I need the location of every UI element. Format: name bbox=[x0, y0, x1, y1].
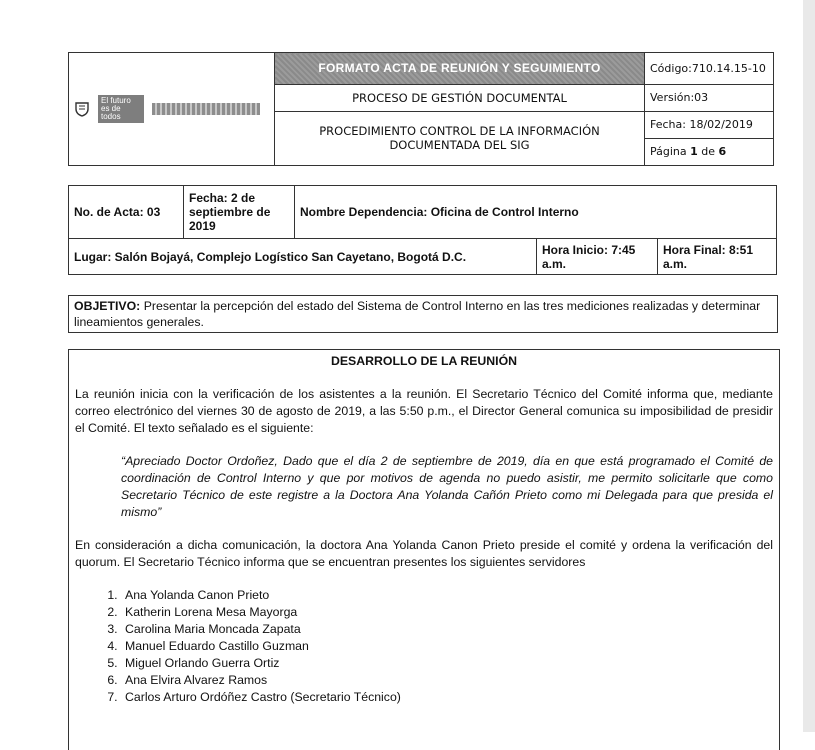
logo-cell bbox=[69, 53, 275, 166]
quoted-email: “Apreciado Doctor Ordoñez, Dado que el día 2 de septiembre de 2019, día en que está programado el Comité de coordinación de Control Interno y que por motivos de agenda no puedo asistir, me permito solicitarle que como Secretario Técnico de este registre a la Doctora Ana Yolanda Cañón Prieto como mi Delegada para que presida el mismo” bbox=[121, 454, 773, 519]
desarrollo-section bbox=[68, 349, 780, 750]
document-header bbox=[68, 52, 774, 166]
document-title: FORMATO ACTA DE REUNIÓN Y SEGUIMIENTO bbox=[275, 53, 645, 85]
hora-inicio: Hora Inicio: 7:45 a.m. bbox=[537, 239, 658, 275]
logo-text: El futuro es de todos bbox=[98, 95, 144, 123]
objetivo-text: Presentar la percepción del estado del Sistema de Control Interno en las tres mediciones realizadas y determinar lineamientos generales. bbox=[74, 299, 761, 329]
pagina-total: 6 bbox=[718, 145, 727, 159]
list-item: 5. Miguel Orlando Guerra Ortiz bbox=[121, 655, 779, 672]
version: Versión:03 bbox=[645, 84, 774, 111]
coat-of-arms-icon bbox=[74, 101, 90, 117]
lugar: Lugar: Salón Bojayá, Complejo Logístico San Cayetano, Bogotá D.C. bbox=[69, 239, 537, 275]
attendee-list bbox=[69, 587, 779, 706]
paragraph-quorum: En consideración a dicha comunicación, la doctora Ana Yolanda Canon Prieto preside el comité y ordena la verificación del quorum. El Secretario Técnico informa que se encuentran presentes los siguientes servidores bbox=[75, 538, 773, 569]
fecha-documento: Fecha: 18/02/2019 bbox=[645, 111, 774, 138]
list-item: 1. Ana Yolanda Canon Prieto bbox=[121, 587, 779, 604]
list-item: 3. Carolina Maria Moncada Zapata bbox=[121, 621, 779, 638]
section-title: DESARROLLO DE LA REUNIÓN bbox=[330, 354, 518, 368]
dependencia: Nombre Dependencia: Oficina de Control Interno bbox=[295, 186, 777, 239]
logo bbox=[74, 95, 269, 123]
page-edge bbox=[803, 0, 815, 732]
hora-final: Hora Final: 8:51 a.m. bbox=[658, 239, 777, 275]
list-item: 7. Carlos Arturo Ordóñez Castro (Secretario Técnico) bbox=[121, 689, 779, 706]
pagina-label: Página bbox=[650, 145, 687, 159]
acta-number: No. de Acta: 03 bbox=[69, 186, 184, 239]
meeting-info bbox=[68, 185, 777, 275]
codigo: Código:710.14.15-10 bbox=[645, 53, 774, 85]
objetivo-box bbox=[68, 295, 778, 333]
list-item: 6. Ana Elvira Alvarez Ramos bbox=[121, 672, 779, 689]
logo-bar bbox=[152, 103, 260, 115]
objetivo-label: OBJETIVO: bbox=[74, 299, 141, 313]
pagina-num: 1 bbox=[690, 145, 698, 159]
meeting-date: Fecha: 2 de septiembre de 2019 bbox=[184, 186, 295, 239]
list-item: 4. Manuel Eduardo Castillo Guzman bbox=[121, 638, 779, 655]
pagina-de: de bbox=[701, 145, 716, 159]
pagina bbox=[645, 138, 774, 165]
list-item: 2. Katherin Lorena Mesa Mayorga bbox=[121, 604, 779, 621]
paragraph-intro: La reunión inicia con la verificación de los asistentes a la reunión. El Secretario Técnico del Comité informa que, mediante correo electrónico del viernes 30 de agosto de 2019, a las 5:50 p.m., el Director General comunica su imposibilidad de presidir el Comité. El texto señalado es el siguiente: bbox=[75, 387, 773, 435]
process-name: PROCESO DE GESTIÓN DOCUMENTAL bbox=[275, 84, 645, 111]
procedure-name: PROCEDIMIENTO CONTROL DE LA INFORMACIÓN DOCUMENTADA DEL SIG bbox=[275, 111, 645, 165]
